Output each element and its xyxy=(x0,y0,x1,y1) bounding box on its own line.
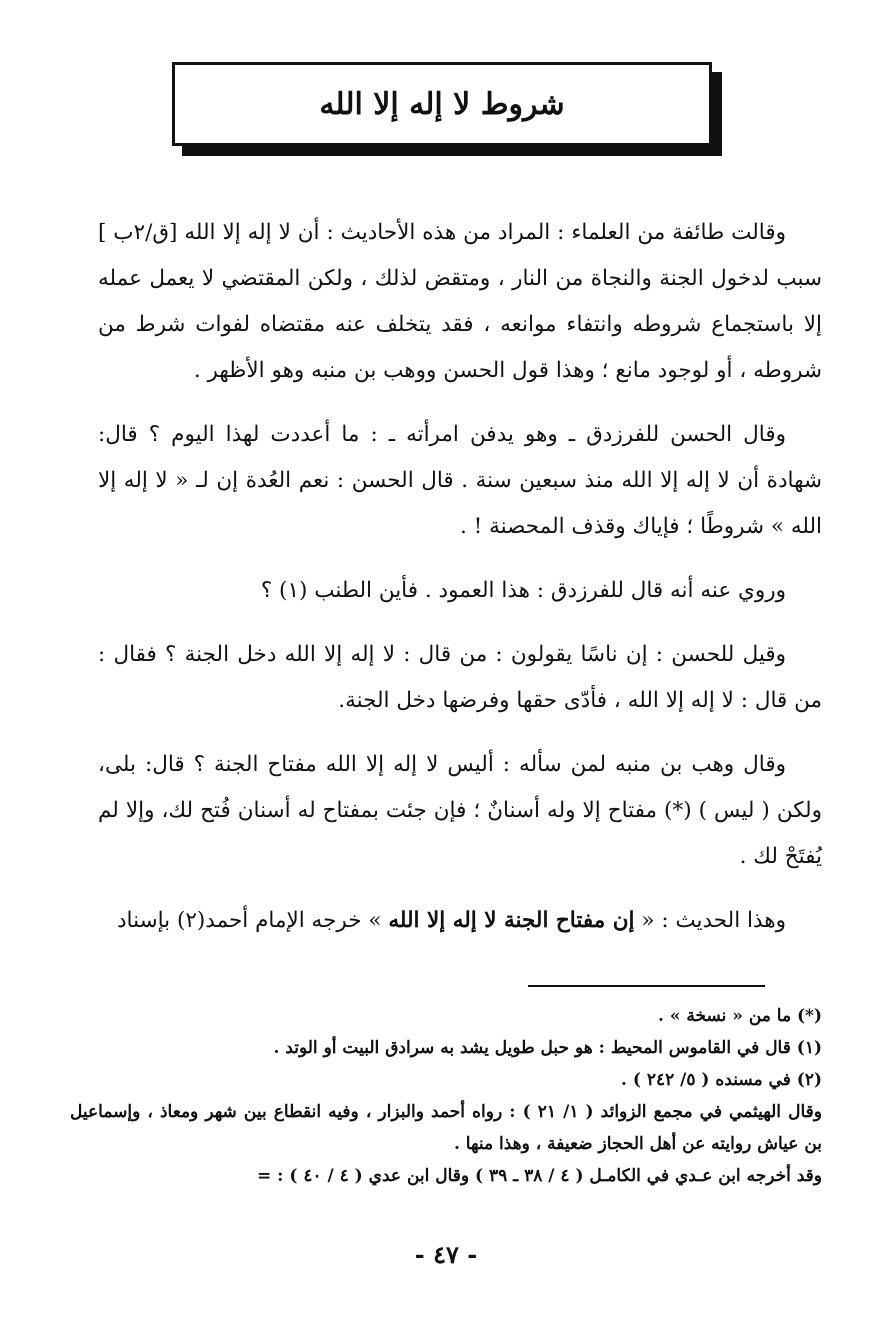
footnote: وقد أخرجه ابن عـدي في الكامـل ( ٤ / ٣٨ ـ ٣٩ ) وقال ابن عدي ( ٤ / ٤٠ ) : = xyxy=(256,1166,822,1186)
page-number: - ٤٧ - xyxy=(414,1240,478,1269)
paragraph: وقيل للحسن : إن ناسًا يقولون : من قال : لا إله إلا الله دخل الجنة ؟ فقال : من قال : لا إله إلا الله ، فأدّى حقها وفرضها دخل الجنة. xyxy=(98,642,822,713)
footnote: (١) قال في القاموس المحيط : هو حبل طويل يشد به سرادق البيت أو الوتد . xyxy=(273,1038,822,1058)
paragraph: وروي عنه أنه قال للفرزدق : هذا العمود . فأين الطنب (١) ؟ xyxy=(260,578,786,603)
footnote-divider xyxy=(528,985,765,987)
footnote: وقال الهيثمي في مجمع الزوائد ( ١/ ٢١ ) : رواه أحمد والبزار ، وفيه انقطاع بين شهر ومعاذ ، وإسماعيل بن عياش روايته عن أهل الحجاز ضعيفة ، وهذا منها . xyxy=(70,1102,822,1154)
paragraph: وقالت طائفة من العلماء : المراد من هذه الأحاديث : أن لا إله إلا الله [ق/٢ب ] سبب لدخول الجنة والنجاة من النار ، ومتقض لذلك ، ولكن المقتضي لا يعمل عمله إلا باستجماع شروطه وانتفاء موانعه ، فقد يتخلف عنه مقتضاه لفوات شرط من شروطه ، أو لوجود مانع ؛ وهذا قول الحسن ووهب بن منبه وهو الأظهر . xyxy=(98,220,822,383)
chapter-title: شروط لا إله إلا الله xyxy=(319,86,565,122)
footnotes xyxy=(70,1000,822,1192)
paragraph: وقال وهب بن منبه لمن سأله : أليس لا إله إلا الله مفتاح الجنة ؟ قال: بلى، ولكن ( ليس ) (*) مفتاح إلا وله أسنانٌ ؛ فإن جئت بمفتاح له أسنان فُتح لك، وإلا لم يُفتَحْ لك . xyxy=(98,752,822,869)
chapter-title-box xyxy=(172,62,712,146)
main-text xyxy=(98,210,822,962)
footnote: (*) ما من « نسخة » . xyxy=(658,1006,822,1026)
paragraph: وقال الحسن للفرزدق ـ وهو يدفن امرأته ـ : ما أعددت لهذا اليوم ؟ قال: شهادة أن لا إله إلا الله منذ سبعين سنة . قال الحسن : نعم العُدة إن لـ « لا إله إلا الله » شروطًا ؛ فإياك وقذف المحصنة ! . xyxy=(98,422,822,539)
hadith-quote: إن مفتاح الجنة لا إله إلا الله xyxy=(388,908,635,933)
footnote: (٢) في مسنده ( ٥/ ٢٤٢ ) . xyxy=(621,1070,822,1090)
paragraph: وهذا الحديث : « إن مفتاح الجنة لا إله إلا الله » خرجه الإمام أحمد(٢) بإسناد xyxy=(116,908,786,933)
